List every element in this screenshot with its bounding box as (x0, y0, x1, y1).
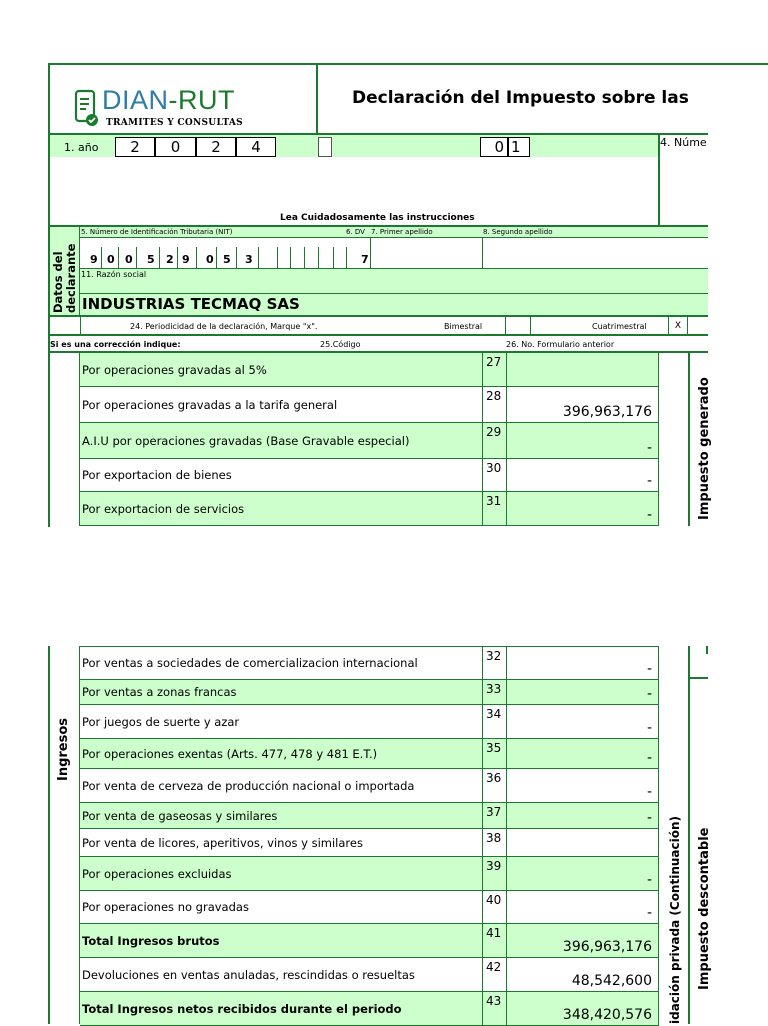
codigo-label: 25.Código (320, 340, 361, 349)
row-value[interactable] (507, 829, 659, 857)
nit-digit: 9 (90, 253, 98, 266)
row-label: Por operaciones no gravadas (80, 891, 482, 924)
row-number: 28 (482, 387, 507, 423)
bimestral-checkbox[interactable] (505, 317, 531, 334)
row-number: 43 (482, 992, 507, 1026)
brand-tagline: TRAMITES Y CONSULTAS (106, 118, 243, 128)
row-label: Total Ingresos netos recibidos durante el periodo (80, 992, 482, 1026)
year-digit[interactable]: 2 (115, 137, 155, 157)
nit-digit: 9 (182, 253, 190, 266)
impuesto-descontable-label: Impuesto descontable (697, 827, 712, 990)
year-label: 1. año (64, 141, 99, 154)
row-label: Por venta de gaseosas y similares (80, 803, 482, 829)
row-label: Total Ingresos brutos (80, 924, 482, 958)
year-digit[interactable]: 0 (155, 137, 196, 157)
cuatrimestral-label: Cuatrimestral (592, 322, 647, 331)
row-value[interactable]: 348,420,576 (507, 992, 659, 1026)
dv-label: 6. DV (346, 228, 365, 236)
row-label: Devoluciones en ventas anuladas, rescindidas o resueltas (80, 958, 482, 992)
row-value[interactable]: - (507, 769, 659, 803)
bimestral-label: Bimestral (444, 322, 483, 331)
nit-digit: 2 (166, 253, 174, 266)
row-label: Por operaciones gravadas al 5% (80, 353, 482, 387)
row-label: Por operaciones excluidas (80, 857, 482, 891)
nit-digit: 3 (245, 253, 253, 266)
period-digit[interactable]: 1 (508, 137, 530, 157)
row-value[interactable]: - (507, 891, 659, 924)
page-title: Declaración del Impuesto sobre las (352, 88, 689, 108)
row-value[interactable] (507, 353, 659, 387)
row-value[interactable]: - (507, 459, 659, 492)
razon-social-label: 11. Razón social (81, 270, 147, 279)
row-value[interactable]: - (507, 423, 659, 459)
row-number: 39 (482, 857, 507, 891)
row-number: 36 (482, 769, 507, 803)
nit-digit: 0 (125, 253, 133, 266)
row-value[interactable]: - (507, 739, 659, 769)
razon-social-value: INDUSTRIAS TECMAQ SAS (82, 295, 300, 313)
nit-label: 5. Número de Identificación Tributaria (NIT) (81, 228, 233, 236)
row-number: 34 (482, 705, 507, 739)
row-label: Por exportacion de servicios (80, 492, 482, 526)
row-number: 29 (482, 423, 507, 459)
row-value[interactable]: - (507, 857, 659, 891)
row-number: 37 (482, 803, 507, 829)
primer-apellido-label: 7. Primer apellido (371, 228, 433, 236)
checkbox[interactable] (318, 137, 332, 157)
row-value[interactable]: - (507, 705, 659, 739)
year-digit[interactable]: 2 (196, 137, 236, 157)
nit-digit: 5 (147, 253, 155, 266)
row-value[interactable]: - (507, 680, 659, 705)
brand-dian: DIAN (102, 85, 169, 115)
row-value[interactable]: 396,963,176 (507, 387, 659, 423)
nit-digit: 0 (206, 253, 214, 266)
row-value[interactable]: - (507, 647, 659, 680)
row-label: Por venta de licores, aperitivos, vinos y similares (80, 829, 482, 857)
row-label: A.I.U por operaciones gravadas (Base Gravable especial) (80, 423, 482, 459)
row-label: Por exportacion de bienes (80, 459, 482, 492)
row-number: 32 (482, 647, 507, 680)
row-number: 35 (482, 739, 507, 769)
periodicidad-label: 24. Periodicidad de la declaración, Marque "x". (130, 322, 318, 331)
row-label: Por venta de cerveza de producción nacional o importada (80, 769, 482, 803)
row-number: 33 (482, 680, 507, 705)
row-value[interactable]: - (507, 492, 659, 526)
row-label: Por ventas a sociedades de comercializacion internacional (80, 647, 482, 680)
row-label: Por juegos de suerte y azar (80, 705, 482, 739)
numero-label: 4. Núme (660, 136, 707, 149)
row-number: 27 (482, 353, 507, 387)
row-number: 40 (482, 891, 507, 924)
nit-digit: 0 (107, 253, 115, 266)
document-check-icon (74, 89, 100, 127)
ingresos-label: Ingresos (56, 717, 71, 781)
segundo-apellido-label: 8. Segundo apellido (483, 228, 553, 236)
datos-declarante-label: Datos del declarante (51, 243, 78, 313)
row-value[interactable]: - (507, 803, 659, 829)
row-value[interactable]: 48,542,600 (507, 958, 659, 992)
row-number: 38 (482, 829, 507, 857)
row-label: Por operaciones exentas (Arts. 477, 478 y 481 E.T.) (80, 739, 482, 769)
row-number: 41 (482, 924, 507, 958)
brand-rut: RUT (178, 85, 236, 115)
brand-dash: - (168, 85, 179, 115)
row-number: 42 (482, 958, 507, 992)
logo (50, 65, 318, 134)
formulario-anterior-label: 26. No. Formulario anterior (506, 340, 615, 349)
impuesto-generado-label: Impuesto generado (697, 377, 712, 520)
period-digit[interactable]: 0 (480, 137, 508, 157)
dv-digit: 7 (361, 253, 369, 266)
row-number: 30 (482, 459, 507, 492)
cuatrimestral-checkbox[interactable] (668, 317, 688, 334)
instructions-text: Lea Cuidadosamente las instrucciones (280, 213, 475, 223)
correccion-label: Si es una corrección indique: (50, 340, 181, 349)
row-number: 31 (482, 492, 507, 526)
year-digit[interactable]: 4 (236, 137, 276, 157)
cuatrimestral-mark: X (674, 321, 682, 331)
nit-field[interactable] (80, 238, 708, 269)
row-value[interactable]: 396,963,176 (507, 924, 659, 958)
liquidacion-privada-label: idación privada (Continuación) (668, 815, 682, 1024)
nit-digit: 5 (223, 253, 231, 266)
row-label: Por operaciones gravadas a la tarifa general (80, 387, 482, 423)
row-label: Por ventas a zonas francas (80, 680, 482, 705)
